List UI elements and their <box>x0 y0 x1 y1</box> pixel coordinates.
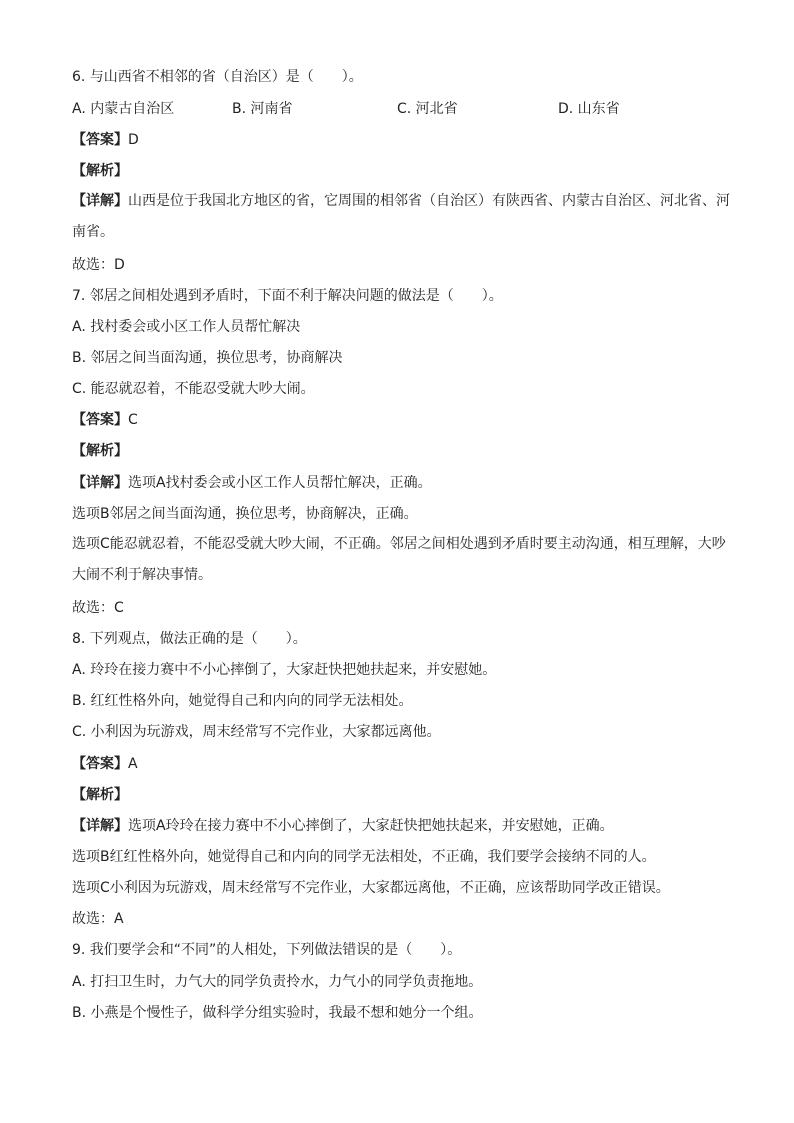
option-a: A. 内蒙古自治区 <box>72 101 175 117</box>
option-b: B. 河南省 <box>232 101 293 117</box>
option-b: B. 小燕是个慢性子，做科学分组实验时，我最不想和她分一个组。 <box>72 1005 483 1021</box>
detail-8-line-1 <box>72 816 732 836</box>
analysis-tag-8: 【解析】 <box>72 787 128 803</box>
choice-7: 故选：C <box>72 600 124 616</box>
question-7: 7. 邻居之间相处遇到矛盾时，下面不利于解决问题的做法是（ ）。 <box>72 288 503 304</box>
answer-value: A <box>128 756 138 772</box>
detail-text: 选项A玲玲在接力赛中不小心摔倒了，大家赶快把她扶起来，并安慰她，正确。 <box>128 818 614 834</box>
option-a: A. 玲玲在接力赛中不小心摔倒了，大家赶快把她扶起来，并安慰她。 <box>72 662 497 678</box>
answer-value: C <box>128 412 138 428</box>
answer-tag: 【答案】 <box>72 412 128 428</box>
analysis-tag-6: 【解析】 <box>72 163 128 179</box>
answer-value: D <box>128 132 139 148</box>
detail-7-line-3: 选项C能忍就忍着，不能忍受就大吵大闹，不正确。邻居之间相处遇到矛盾时要主动沟通，相互理解，大吵大闹不利于解决事情。 <box>72 536 726 583</box>
option-d: D. 山东省 <box>558 101 620 117</box>
answer-tag: 【答案】 <box>72 132 128 148</box>
question-6: 6. 与山西省不相邻的省（自治区）是（ ）。 <box>72 69 363 85</box>
detail-tag: 【详解】 <box>72 193 128 209</box>
choice-6: 故选：D <box>72 257 125 273</box>
answer-8 <box>72 754 732 774</box>
detail-8-line-3: 选项C小利因为玩游戏，周末经常写不完作业，大家都远离他，不正确，应该帮助同学改正错误。 <box>72 880 670 896</box>
choice-8: 故选：A <box>72 911 124 927</box>
answer-7 <box>72 410 732 430</box>
detail-6 <box>72 186 732 248</box>
detail-7-line-1 <box>72 473 732 493</box>
analysis-tag-7: 【解析】 <box>72 443 128 459</box>
option-b: B. 红红性格外向，她觉得自己和内向的同学无法相处。 <box>72 693 413 709</box>
detail-text: 选项A找村委会或小区工作人员帮忙解决，正确。 <box>128 475 432 491</box>
detail-tag: 【详解】 <box>72 475 128 491</box>
question-8: 8. 下列观点，做法正确的是（ ）。 <box>72 631 307 647</box>
detail-8-line-2: 选项B红红性格外向，她觉得自己和内向的同学无法相处，不正确，我们要学会接纳不同的人。 <box>72 849 656 865</box>
option-c: C. 河北省 <box>397 101 458 117</box>
option-a: A. 找村委会或小区工作人员帮忙解决 <box>72 319 301 335</box>
answer-tag: 【答案】 <box>72 756 128 772</box>
detail-7-line-2: 选项B邻居之间当面沟通，换位思考，协商解决，正确。 <box>72 506 418 522</box>
option-a: A. 打扫卫生时，力气大的同学负责拎水，力气小的同学负责拖地。 <box>72 974 483 990</box>
option-c: C. 能忍就忍着，不能忍受就大吵大闹。 <box>72 381 315 397</box>
detail-tag: 【详解】 <box>72 818 128 834</box>
question-9: 9. 我们要学会和“不同”的人相处，下列做法错误的是（ ）。 <box>72 942 462 958</box>
option-c: C. 小利因为玩游戏，周末经常写不完作业，大家都远离他。 <box>72 724 441 740</box>
detail-text: 山西是位于我国北方地区的省，它周围的相邻省（自治区）有陕西省、内蒙古自治区、河北省、河南省。 <box>72 193 730 240</box>
option-b: B. 邻居之间当面沟通，换位思考，协商解决 <box>72 350 343 366</box>
answer-6 <box>72 130 732 150</box>
